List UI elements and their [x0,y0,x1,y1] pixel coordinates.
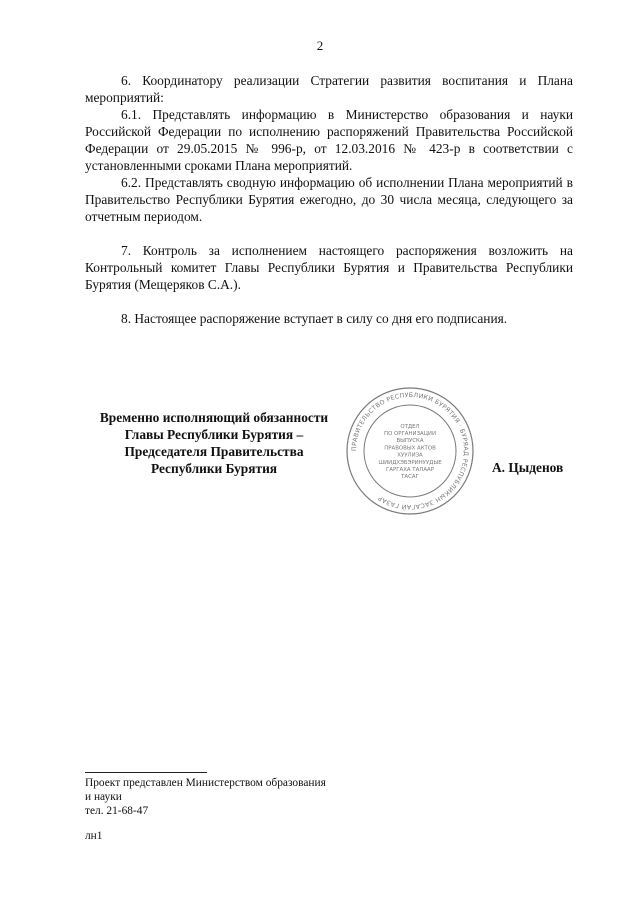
paragraph-6: 6. Координатору реализации Стратегии развития воспитания и Плана мероприятий: [85,73,573,105]
footer-line: тел. 21-68-47 [85,805,149,817]
seal-inner-text [378,424,442,480]
signatory-title-line: Республики Бурятия [150,461,278,476]
signatory-title-line: Председателя Правительства [124,444,304,459]
paragraph-6-2: 6.2. Представлять сводную информацию об исполнении Плана мероприятий в Правительство Республики Бурятия ежегодно, до 30 числа месяца, следующего за отчетным периодом. [85,175,573,224]
seal-inner-line: ВЫПУСКА [396,438,424,445]
seal-inner-line: ПРАВОВЫХ АКТОВ [384,445,436,452]
document-body [85,72,573,327]
seal-outer-text: ПРАВИТЕЛЬСТВО РЕСПУБЛИКИ БУРЯТИЯ · БУРЯАД РЕСПУБЛИКЫН ЗАСАГАЙ ГАЗАР [350,391,470,511]
paragraph-7: 7. Контроль за исполнением настоящего распоряжения возложить на Контрольный комитет Главы Республики Бурятия и Правительства Республики Бурятия (Мещеряков С.А.). [85,243,573,292]
signatory-name: А. Цыденов [492,460,564,475]
paragraph-8: 8. Настоящее распоряжение вступает в силу со дня его подписания. [121,311,508,326]
seal-inner-line: ОТДЕЛ [400,423,420,430]
signatory-title [80,409,348,477]
seal-inner-line: ТАСАГ [401,474,419,481]
official-seal [345,386,475,516]
seal-inner-line: ШИИДХЭБЭРИНУУДЫЕ [378,459,442,466]
document-code: лн1 [85,830,103,842]
footer-note [85,772,326,843]
signatory-title-line: Главы Республики Бурятия – [124,427,304,442]
footer-divider [85,772,207,773]
seal-inner-line: ГАРГАХА ТАЛААР [386,467,434,473]
page-number: 2 [316,38,324,53]
signatory-title-line: Временно исполняющий обязанности [99,410,329,425]
seal-inner-line: ПО ОРГАНИЗАЦИИ [384,431,436,437]
footer-line: и науки [85,791,122,803]
paragraph-6-1: 6.1. Представлять информацию в Министерство образования и науки Российской Федерации по исполнению распоряжений Правительства Российской Федерации от 29.05.2015 № 996-р, от 12.03.2016 № 423-р в соответствии с установленными сроками Плана мероприятий. [85,107,573,173]
seal-inner-line: ХУУЛИЗА [397,452,423,459]
footer-line: Проект представлен Министерством образования [85,777,326,789]
